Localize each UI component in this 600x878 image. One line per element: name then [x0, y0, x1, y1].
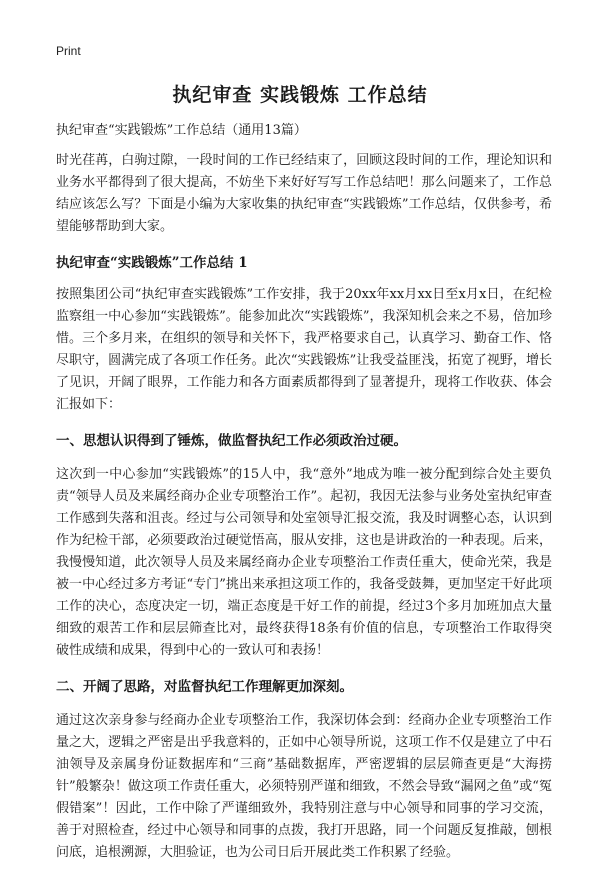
document-title: 执纪审查 实践锻炼 工作总结 [172, 84, 428, 106]
document-subtitle: 执纪审查“实践锻炼”工作总结（通用13篇） [56, 123, 307, 138]
print-link[interactable]: Print [56, 44, 81, 58]
subsection-heading-1: 一、思想认识得到了锤炼，做监督执纪工作必须政治过硬。 [56, 433, 407, 449]
document-body [56, 120, 552, 878]
section-1-paragraph: 按照集团公司“执纪审查实践锻炼”工作安排，我于20xx年xx月xx日至x月x日，在纪检监察组一中心参加“实践锻炼”。能参加此次“实践锻炼”，我深知机会来之不易，倍加珍惜。三个多月来，在组织的领导和关怀下，我严格要求自己，认真学习、勤奋工作、恪尽职守，圆满完成了各项工作任务。此次“实践锻炼”让我受益匪浅，拓宽了视野，增长了见识，开阔了眼界，工作能力和各方面素质都得到了显著提升，现将工作收获、体会汇报如下： [56, 287, 552, 412]
subsection-2-paragraph: 通过这次亲身参与经商办企业专项整治工作，我深切体会到：经商办企业专项整治工作量之大，逻辑之严密是出乎我意料的，正如中心领导所说，这项工作不仅是建立了中石油领导及亲属身份证数据库和“三商”基础数据库，严密逻辑的层层筛查更是“大海捞针”般繁杂！做这项工作责任重大，必须特别严谨和细致，不然会导致“漏网之鱼”或“冤假错案”！因此，工作中除了严谨细致外，我特别注意与中心领导和同事的学习交流，善于对照检查，经过中心领导和同事的点拨，我打开思路，同一个问题反复推敲，刨根问底，追根溯源，大胆验证，也为公司日后开展此类工作积累了经验。 [56, 713, 552, 860]
subsection-1-paragraph: 这次到一中心参加“实践锻炼”的15人中，我“意外”地成为唯一被分配到综合处主要负责“领导人员及来属经商办企业专项整治工作”。起初，我因无法参与业务处室执纪审查工作感到失落和沮丧。经过与公司领导和处室领导汇报交流，我及时调整心态，认识到作为纪检干部，必须要政治过硬觉悟高，服从安排，这也是讲政治的一种表现。后来，我慢慢知道，此次领导人员及来属经商办企业专项整治工作责任重大，使命光荣，我是被一中心经过多方考证“专门”挑出来承担这项工作的，我备受鼓舞，更加坚定干好此项工作的决心，态度决定一切，端正态度是干好工作的前提，经过3个多月加班加点大量细致的艰苦工作和层层筛查比对，最终获得18条有价值的信息，专项整治工作取得突破性成绩和成果，得到中心的一致认可和表扬！ [56, 467, 552, 658]
section-heading-1: 执纪审查“实践锻炼”工作总结 1 [56, 255, 248, 271]
subsection-heading-2: 二、开阔了思路，对监督执纪工作理解更加深刻。 [56, 679, 353, 695]
intro-paragraph: 时光荏苒，白驹过隙，一段时间的工作已经结束了，回顾这段时间的工作，理论知识和业务水平都得到了很大提高，不妨坐下来好好写写工作总结吧！那么问题来了，工作总结应该怎么写？下面是小编为大家收集的执纪审查“实践锻炼”工作总结，仅供参考，希望能够帮助到大家。 [56, 153, 552, 234]
